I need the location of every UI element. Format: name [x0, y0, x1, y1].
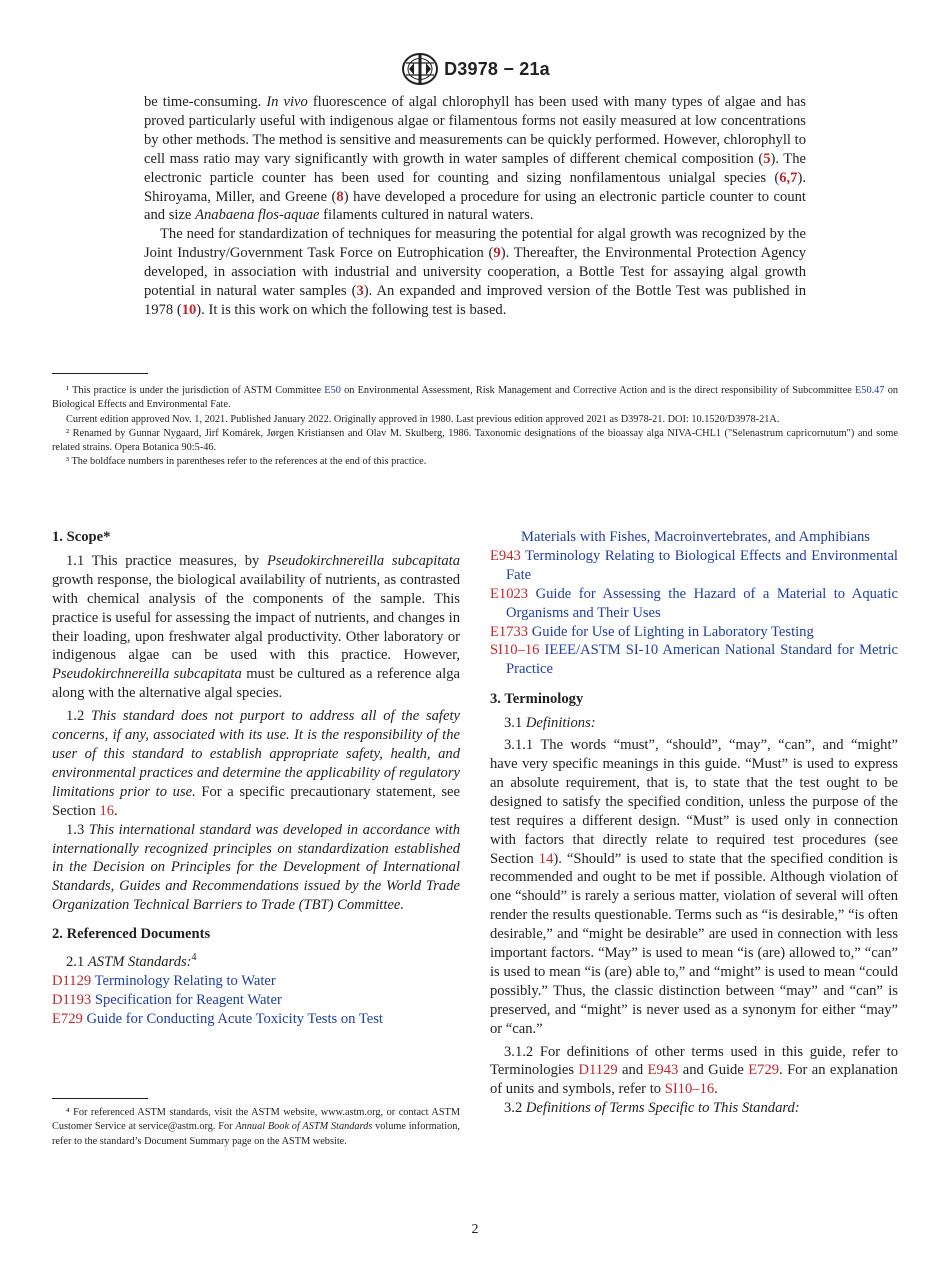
reference-code[interactable]: E1733 [490, 623, 529, 640]
footnote-2 [52, 427, 898, 456]
reference-title[interactable]: Terminology Relating to Water [94, 972, 276, 989]
text-run: ³ The boldface numbers in parentheses refer to the references at the end of this practice. [66, 456, 427, 468]
right-column [490, 528, 898, 1118]
text-run: on Biological Effects and Environmental Fate. [52, 385, 898, 411]
reference-item[interactable] [52, 972, 460, 991]
reference-code[interactable]: D1193 [52, 991, 92, 1008]
intro-text [144, 93, 806, 320]
text-run: ) have developed a procedure for using an electronic particle counter to count and size [144, 188, 806, 224]
reference-link[interactable]: 9 [493, 245, 501, 262]
text-run: This standard does not purport to address all of the safety concerns, if any, associated with its use. It is the responsibility of the user of this standard to establish appropriate safety, health, and environmental practices and determine the applicability of regulatory limitations prior to use. [52, 708, 460, 800]
reference-link[interactable]: E943 [647, 1062, 679, 1079]
footnote-3 [52, 455, 898, 469]
page-number: 2 [471, 1222, 479, 1237]
intro-paragraph-2 [144, 225, 806, 320]
text-run: In vivo [266, 94, 308, 110]
text-run: volume information, refer to the standard’s Document Summary page on the ASTM website. [52, 1121, 460, 1147]
text-run: filaments cultured in natural waters. [319, 207, 534, 224]
reference-link[interactable]: 14 [538, 850, 554, 867]
reference-link[interactable]: 8 [336, 188, 344, 205]
reference-link[interactable]: D1129 [578, 1062, 618, 1079]
reference-item[interactable] [52, 991, 460, 1010]
reference-code[interactable]: SI10–16 [490, 642, 540, 659]
text-run: ). “Should” is used to state that the specified condition is recommended and ought to be met if possible. Although violation of one “should” is rarely a serious matter, violation of several will often render the results questionable. Terms such as “is desirable,” “is often desirable,” and “might be desirable” are used in connection with less important factors. “May” is used to mean “is (are) allowed to,” “can” is used to mean “is (are) able to,” and “might” is used to mean “could possibly.” Thus, the classic distinction between “may” and “can” is preserved, and “might” is never used as a synonym for either “may” or “can.” [490, 850, 898, 1037]
reference-list-left [52, 972, 460, 1029]
page-header [0, 52, 950, 86]
reference-list-right [490, 547, 898, 679]
text-run: 3.1.2 For definitions of other terms used in this guide, refer to Terminologies [490, 1043, 898, 1079]
footnote-4-block [52, 1106, 460, 1149]
text-run: Pseudokirchnereilla subcapitata [52, 666, 242, 683]
paragraph-1-3 [52, 821, 460, 916]
text-run: be time-consuming. [144, 94, 267, 110]
footnotes-top [52, 384, 898, 470]
text-run: growth response, the biological availability of nutrients, as contrasted with chemical analysis of the components of the sample. This practice is useful for assessing the impact of nutrients, and changes in their loading, upon freshwater algal productivity. Other laboratory or indigenous algae can be used with this practice. However, [52, 571, 460, 664]
text-run: ). Shiroyama, Miller, and Greene ( [144, 169, 806, 205]
text-run: Pseudokirchnereilla subcapitata [266, 552, 460, 569]
paragraph-3-1 [490, 714, 898, 733]
astm-logo-icon [400, 52, 440, 86]
reference-link[interactable]: E729 [748, 1062, 780, 1079]
text-run: . [114, 802, 118, 819]
reference-item[interactable] [52, 1010, 460, 1029]
text-run: must be cultured as a reference alga along with the alternative algal species. [52, 666, 460, 702]
reference-title[interactable]: Guide for Conducting Acute Toxicity Tests on Test [86, 1010, 383, 1027]
text-run: . For an explanation of units and symbols, refer to [490, 1062, 898, 1098]
reference-code[interactable]: E943 [490, 547, 521, 564]
reference-title[interactable]: IEEE/ASTM SI-10 American National Standard for Metric Practice [506, 642, 898, 678]
text-run: 1.1 This practice measures, by [66, 552, 267, 569]
reference-title[interactable]: Specification for Reagent Water [94, 991, 282, 1008]
reference-title[interactable]: Guide for Assessing the Hazard of a Material to Aquatic Organisms and Their Uses [506, 585, 898, 621]
text-run: ASTM Standards: [87, 953, 192, 970]
text-run: 2.1 [66, 953, 88, 970]
text-run: and Guide [678, 1062, 749, 1079]
reference-link[interactable]: 3 [356, 283, 364, 300]
text-run: Annual Book of ASTM Standards [235, 1121, 373, 1133]
text-run: on Environmental Assessment, Risk Management and Corrective Action and is the direct responsibility of Subcommittee [340, 385, 855, 396]
section-2-heading: 2. Referenced Documents [52, 926, 211, 943]
text-run: Current edition approved Nov. 1, 2021. Published January 2022. Originally approved in 1980. Last previous edition approved 2021 as D3978-21. DOI: 10.1520/D3978-21A. [66, 413, 780, 425]
reference-link[interactable]: E50 [324, 385, 341, 396]
text-run: ). An expanded and improved version of the Bottle Test was published in 1978 ( [144, 283, 807, 318]
reference-code[interactable]: D1129 [52, 972, 92, 989]
text-run: fluorescence of algal chlorophyll has been used with many types of algae and has proved particularly useful with indigenous algae or filamentous forms not easily measured at low concentrations by other methods. The method is sensitive and measurements can be quickly performed. However, chlorophyll to cell mass ratio may vary significantly with growth in water samples of different chemical composition ( [144, 94, 806, 167]
paragraph-2-1 [52, 949, 460, 972]
reference-continuation[interactable]: Materials with Fishes, Macroinvertebrates, and Amphibians [521, 529, 870, 545]
reference-item[interactable] [490, 547, 898, 585]
text-run: This international standard was developed in accordance with internationally recognized principles on standardization established in the Decision on Principles for the Development of International Standards, Guides and Recommendations issued by the World Trade Organization Technical Barriers to Trade (TBT) Committee. [52, 821, 461, 914]
text-run: Anabaena flos-aquae [195, 207, 320, 224]
reference-code[interactable]: E729 [52, 1010, 83, 1027]
text-run: 3.2 [504, 1100, 526, 1117]
text-run: and [617, 1062, 648, 1079]
paragraph-3-1-1 [490, 736, 898, 1039]
text-run: . [714, 1081, 718, 1098]
paragraph-1-1 [52, 552, 460, 703]
text-run: ). It is this work on which the following test is based. [196, 301, 507, 318]
reference-item[interactable] [490, 623, 898, 642]
reference-title[interactable]: Guide for Use of Lighting in Laboratory Testing [531, 623, 814, 640]
text-run: 3.1.1 The words “must”, “should”, “may”, “can”, and “might” have very specific meanings in this guide. “Must” is used to express an absolute requirement, that is, to state that the test ought to be designed to satisfy the specified condition, unless the purpose of the test requires a different design. “Must” is used only in connection with factors that directly relate to required test procedures (see Section [490, 737, 898, 867]
reference-link[interactable]: 10 [181, 301, 197, 318]
left-column [52, 528, 460, 1029]
intro-paragraph-1 [144, 93, 806, 225]
reference-item[interactable] [490, 641, 898, 679]
text-run: ² Renamed by Gunnar Nygaard, Jirf Komárek, Jørgen Kristiansen and Olav M. Skulberg, 1986. Taxonomic designations of the bioassay alga NIVA-CHL1 ("Selenastrum capricornutum") and some related strains. Opera Botanica 90:5-46. [52, 427, 898, 454]
text-run: 1.3 [66, 821, 89, 838]
footnote-1 [52, 384, 898, 413]
text-run: For a specific precautionary statement, see Section [52, 783, 460, 819]
text-run: 3.1 [504, 715, 526, 732]
footnote-divider-left [52, 1098, 148, 1099]
footnote-4 [52, 1106, 460, 1149]
section-1-heading: 1. Scope* [52, 529, 111, 545]
reference-code[interactable]: E1023 [490, 585, 529, 602]
text-run: Definitions: [525, 715, 596, 732]
section-3-heading: 3. Terminology [490, 691, 584, 708]
text-run: Definitions of Terms Specific to This Standard: [525, 1100, 800, 1117]
reference-link[interactable]: 5 [763, 150, 771, 167]
text-run: ). Thereafter, the Environmental Protection Agency developed, in association with industrial and university cooperation, a Bottle Test for assaying algal growth potential in natural water samples ( [144, 245, 806, 300]
reference-link[interactable]: SI10–16 [664, 1081, 715, 1098]
footnote-divider [52, 373, 148, 374]
text-run: ⁴ For referenced ASTM standards, visit the ASTM website, www.astm.org, or contact ASTM Customer Service at service@astm.org. For [52, 1107, 460, 1133]
text-run: 1.2 [66, 708, 92, 725]
text-run: ). The electronic particle counter has been used for counting and sizing nonfilamentous unialgal species ( [144, 150, 806, 186]
paragraph-3-2 [490, 1099, 898, 1118]
footnote-1-edition [52, 413, 898, 427]
reference-item[interactable] [490, 585, 898, 623]
reference-title[interactable]: Terminology Relating to Biological Effects and Environmental Fate [506, 547, 898, 583]
text-run: 4 [191, 952, 197, 964]
paragraph-3-1-2 [490, 1043, 898, 1100]
paragraph-1-2 [52, 707, 460, 820]
reference-link[interactable]: 6,7 [779, 169, 798, 186]
text-run: ¹ This practice is under the jurisdiction of ASTM Committee [66, 385, 325, 396]
document-designation: D3978 − 21a [444, 58, 550, 79]
text-run: The need for standardization of techniques for measuring the potential for algal growth was recognized by the Joint Industry/Government Task Force on Eutrophication ( [144, 226, 806, 262]
reference-link[interactable]: 16 [99, 802, 115, 819]
reference-link[interactable]: E50.47 [855, 385, 885, 396]
